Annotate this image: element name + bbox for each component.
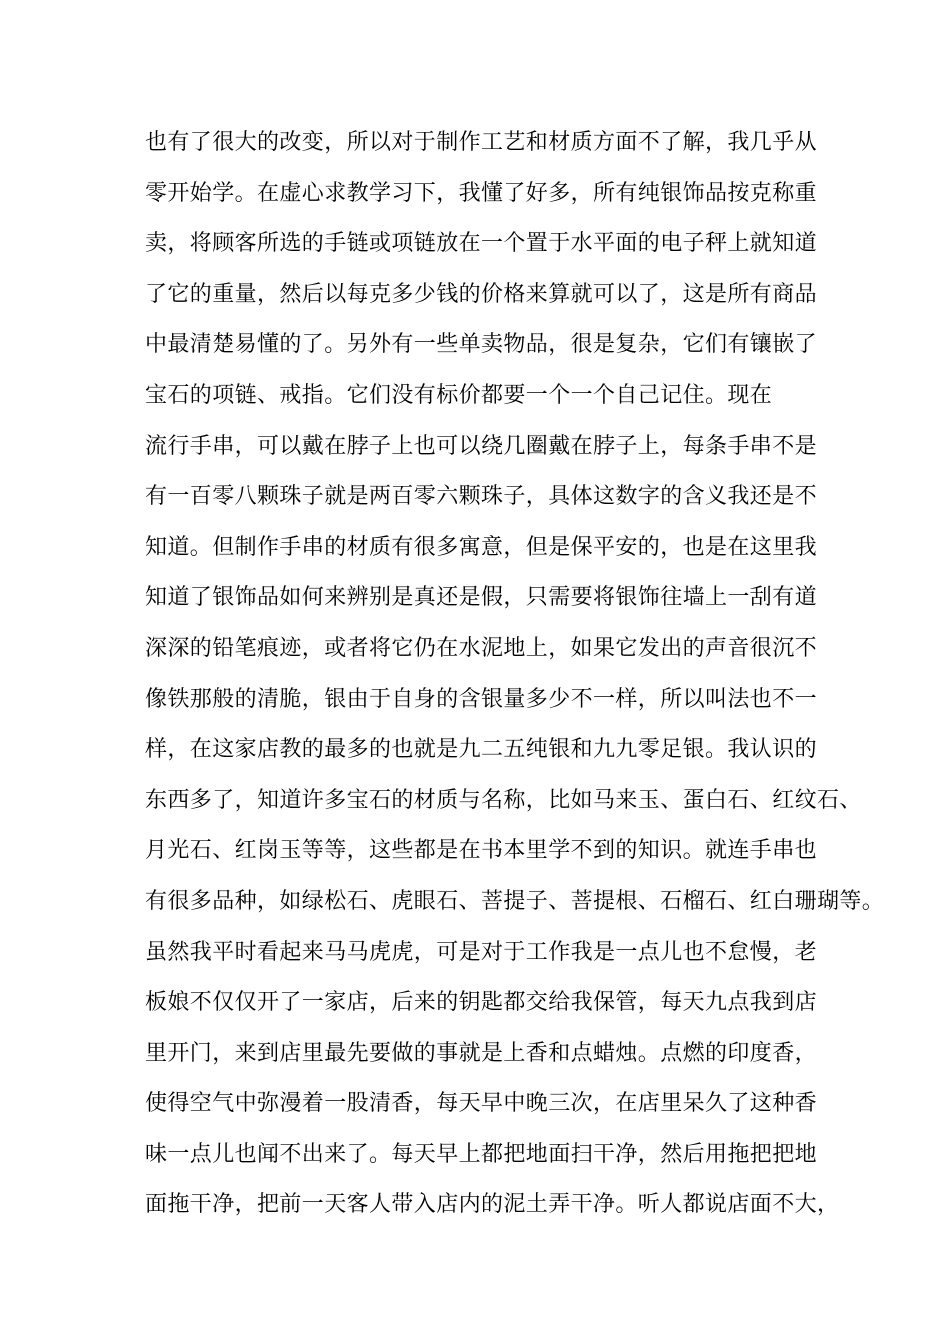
text-line: 宝石的项链、戒指。它们没有标价都要一个一个自己记住。现在 [145,382,773,408]
text-line: 东西多了，知道许多宝石的材质与名称，比如马来玉、蛋白石、红纹石、 [145,787,862,813]
text-line: 有很多品种，如绿松石、虎眼石、菩提子、菩提根、石榴石、红白珊瑚等。 [145,888,885,914]
text-line: 知道。但制作手串的材质有很多寓意，但是保平安的，也是在这里我 [145,534,818,560]
text-line: 使得空气中弥漫着一股清香，每天早中晚三次，在店里呆久了这种香 [145,1091,818,1117]
text-line: 中最清楚易懂的了。另外有一些单卖物品，很是复杂，它们有镶嵌了 [145,332,818,358]
text-line: 面拖干净，把前一天客人带入店内的泥土弄干净。听人都说店面不大， [145,1192,840,1218]
text-line: 卖，将顾客所选的手链或项链放在一个置于水平面的电子秤上就知道 [145,231,818,257]
body-text [145,118,885,1231]
text-line: 板娘不仅仅开了一家店，后来的钥匙都交给我保管，每天九点我到店 [145,990,818,1016]
text-line: 里开门，来到店里最先要做的事就是上香和点蜡烛。点燃的印度香， [145,1040,818,1066]
text-line: 味一点儿也闻不出来了。每天早上都把地面扫干净，然后用拖把把地 [145,1141,818,1167]
text-line: 了它的重量，然后以每克多少钱的价格来算就可以了，这是所有商品 [145,281,818,307]
text-line: 也有了很大的改变，所以对于制作工艺和材质方面不了解，我几乎从 [145,130,818,155]
text-line: 有一百零八颗珠子就是两百零六颗珠子，具体这数字的含义我还是不 [145,484,818,510]
text-line: 月光石、红岗玉等等，这些都是在书本里学不到的知识。就连手串也 [145,838,818,864]
text-line: 知道了银饰品如何来辨别是真还是假，只需要将银饰往墙上一刮有道 [145,585,818,611]
text-line: 样，在这家店教的最多的也就是九二五纯银和九九零足银。我认识的 [145,737,818,763]
text-line: 深深的铅笔痕迹，或者将它仍在水泥地上，如果它发出的声音很沉不 [145,635,818,661]
text-line: 流行手串，可以戴在脖子上也可以绕几圈戴在脖子上，每条手串不是 [145,433,818,459]
text-line: 像铁那般的清脆，银由于自身的含银量多少不一样，所以叫法也不一 [145,686,818,712]
text-line: 零开始学。在虚心求教学习下，我懂了好多，所有纯银饰品按克称重 [145,180,818,206]
text-line: 虽然我平时看起来马马虎虎，可是对于工作我是一点儿也不怠慢，老 [145,939,818,965]
